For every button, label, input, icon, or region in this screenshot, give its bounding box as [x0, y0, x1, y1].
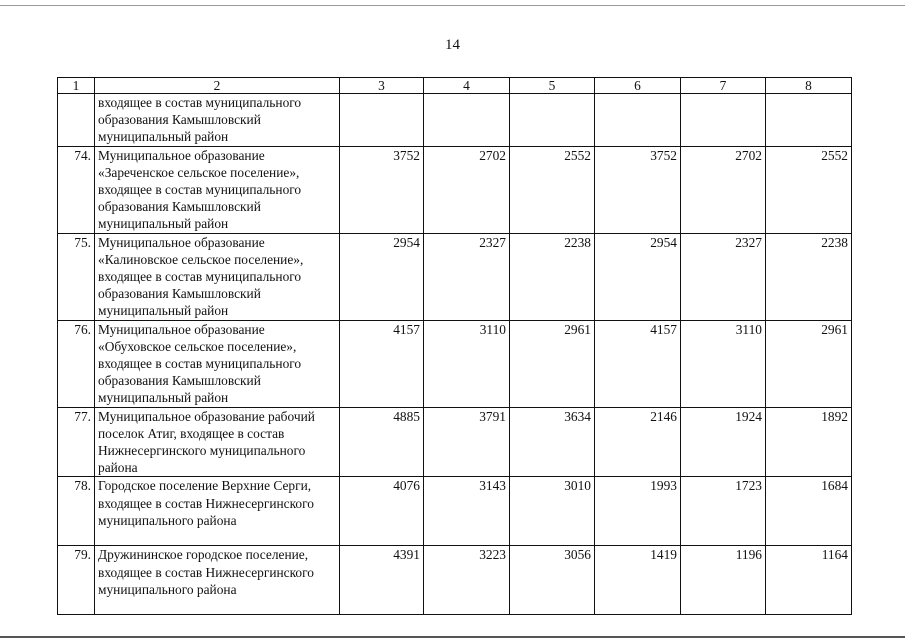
value-cell: 4157 — [340, 320, 424, 407]
value-cell: 1924 — [681, 407, 766, 477]
value-cell: 2552 — [510, 146, 595, 233]
value-cell: 4076 — [340, 477, 424, 546]
header-row — [58, 78, 852, 94]
value-cell: 1723 — [681, 477, 766, 546]
column-header-5: 5 — [510, 78, 595, 94]
value-cell — [766, 94, 852, 147]
value-cell — [595, 94, 681, 147]
table-row — [58, 233, 852, 320]
value-cell: 1684 — [766, 477, 852, 546]
value-cell: 4157 — [595, 320, 681, 407]
column-header-3: 3 — [340, 78, 424, 94]
value-cell: 2702 — [424, 146, 510, 233]
row-name: Муниципальное образование рабочий поселок Атиг, входящее в состав Нижнесергинского муниципального района — [95, 407, 340, 477]
value-cell: 2954 — [595, 233, 681, 320]
page-number: 14 — [445, 37, 460, 53]
value-cell: 2327 — [424, 233, 510, 320]
row-name: Муниципальное образование «Обуховское сельское поселение», входящее в состав муниципального образования Камышловский муниципальный район — [95, 320, 340, 407]
value-cell — [510, 94, 595, 147]
value-cell: 2327 — [681, 233, 766, 320]
value-cell: 2238 — [766, 233, 852, 320]
table-row — [58, 94, 852, 147]
value-cell: 2961 — [766, 320, 852, 407]
value-cell: 2702 — [681, 146, 766, 233]
value-cell — [681, 94, 766, 147]
value-cell: 1419 — [595, 546, 681, 615]
row-name: входящее в состав муниципального образования Камышловский муниципальный район — [95, 94, 340, 147]
row-number: 76. — [58, 320, 95, 407]
value-cell: 1993 — [595, 477, 681, 546]
value-cell: 3752 — [340, 146, 424, 233]
value-cell: 3634 — [510, 407, 595, 477]
value-cell: 1196 — [681, 546, 766, 615]
value-cell: 2954 — [340, 233, 424, 320]
row-number: 74. — [58, 146, 95, 233]
scan-edge-bottom — [0, 636, 905, 638]
column-header-8: 8 — [766, 78, 852, 94]
value-cell: 1892 — [766, 407, 852, 477]
value-cell: 3223 — [424, 546, 510, 615]
value-cell: 4885 — [340, 407, 424, 477]
row-number: 77. — [58, 407, 95, 477]
value-cell: 3110 — [424, 320, 510, 407]
table-row — [58, 477, 852, 546]
value-cell: 3143 — [424, 477, 510, 546]
column-header-4: 4 — [424, 78, 510, 94]
scan-edge-top — [0, 5, 905, 6]
value-cell: 2146 — [595, 407, 681, 477]
table-row — [58, 146, 852, 233]
row-number — [58, 94, 95, 147]
value-cell: 3056 — [510, 546, 595, 615]
table-row — [58, 320, 852, 407]
column-header-7: 7 — [681, 78, 766, 94]
value-cell: 2961 — [510, 320, 595, 407]
column-header-6: 6 — [595, 78, 681, 94]
value-cell: 3110 — [681, 320, 766, 407]
row-number: 78. — [58, 477, 95, 546]
value-cell: 3791 — [424, 407, 510, 477]
data-table — [57, 77, 852, 615]
table-row — [58, 546, 852, 615]
row-name: Городское поселение Верхние Серги, входящее в состав Нижнесергинского муниципального района — [95, 477, 340, 546]
value-cell: 4391 — [340, 546, 424, 615]
value-cell — [340, 94, 424, 147]
row-name: Муниципальное образование «Калиновское сельское поселение», входящее в состав муниципального образования Камышловский муниципальный район — [95, 233, 340, 320]
value-cell: 2238 — [510, 233, 595, 320]
value-cell — [424, 94, 510, 147]
column-header-2: 2 — [95, 78, 340, 94]
row-number: 75. — [58, 233, 95, 320]
value-cell: 2552 — [766, 146, 852, 233]
row-name: Муниципальное образование «Зареченское сельское поселение», входящее в состав муниципального образования Камышловский муниципальный район — [95, 146, 340, 233]
row-number: 79. — [58, 546, 95, 615]
value-cell: 3752 — [595, 146, 681, 233]
table-row — [58, 407, 852, 477]
value-cell: 1164 — [766, 546, 852, 615]
value-cell: 3010 — [510, 477, 595, 546]
column-header-1: 1 — [58, 78, 95, 94]
row-name: Дружининское городское поселение, входящее в состав Нижнесергинского муниципального района — [95, 546, 340, 615]
